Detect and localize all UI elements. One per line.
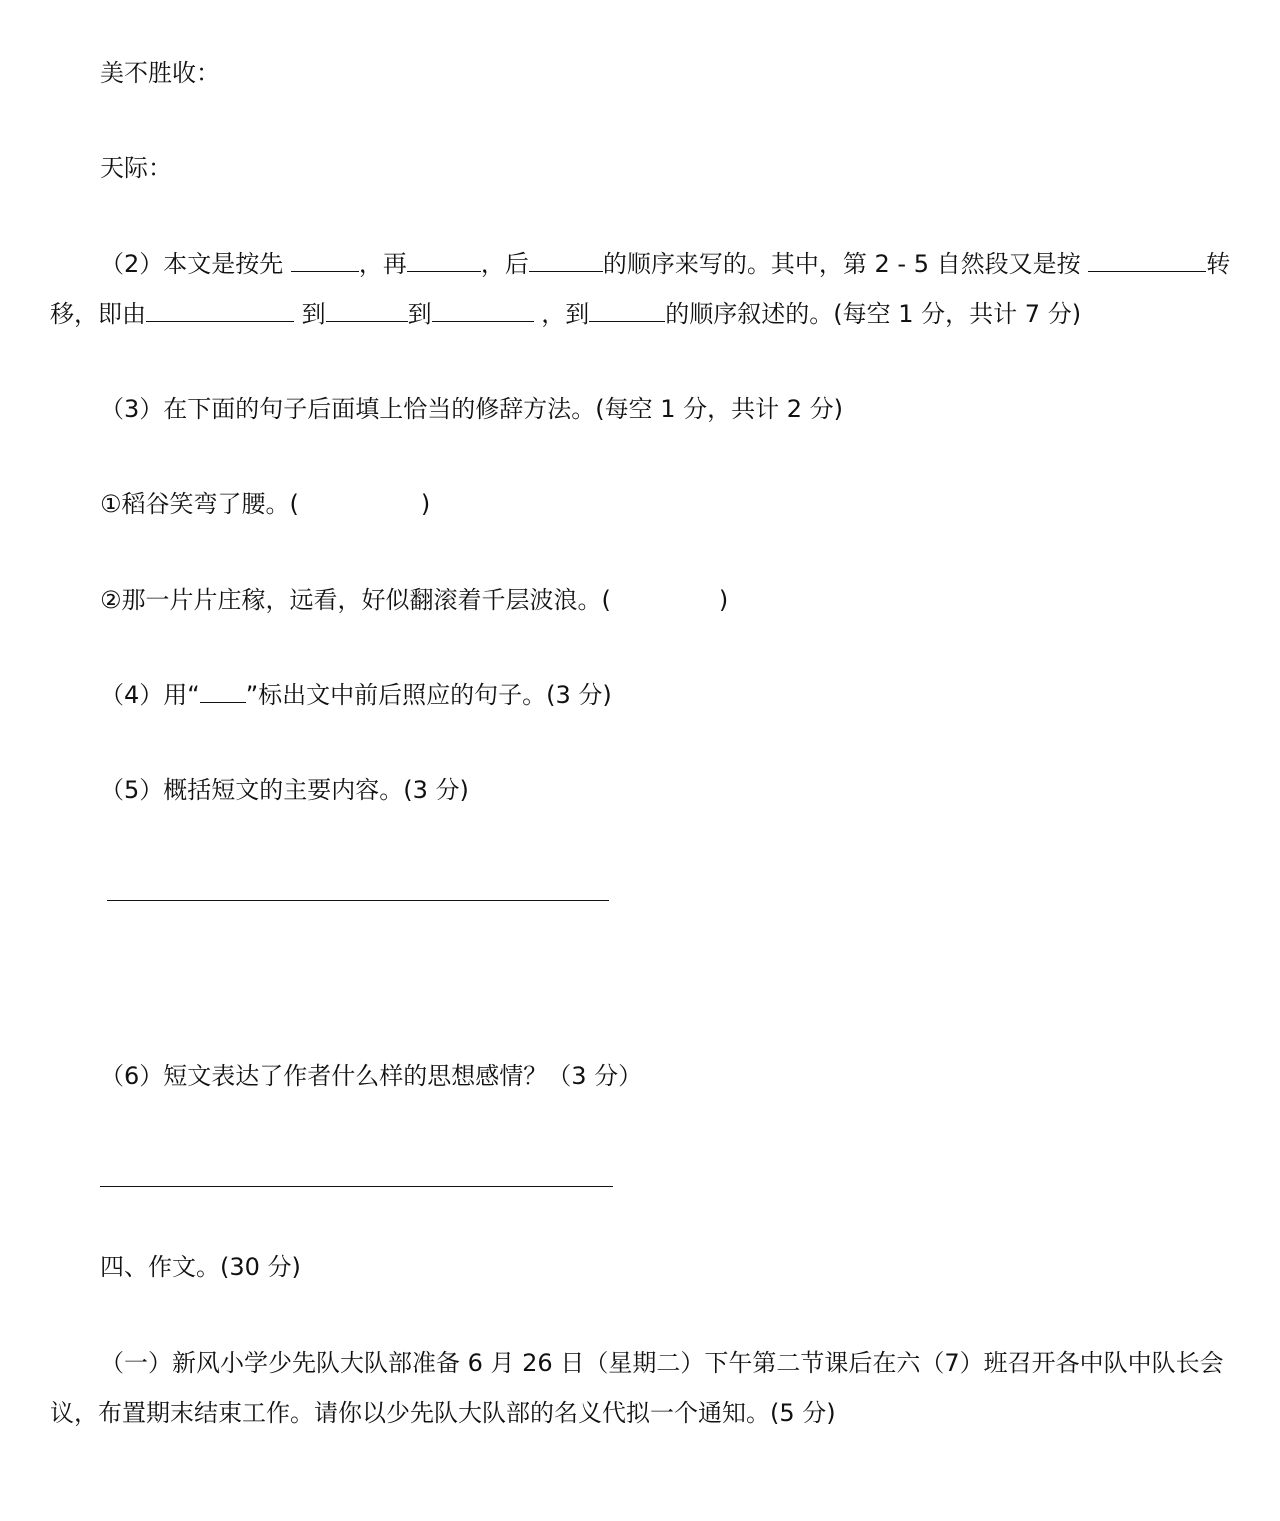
question-2-line-1 [100,249,1230,279]
answer-blank[interactable] [589,299,665,322]
q2-text: ，后 [480,250,529,278]
q2-text: （2）本文是按先 [100,250,291,278]
answer-blank[interactable] [1088,249,1206,272]
underline-sample [200,680,246,703]
composition-1-line-2 [50,1398,836,1428]
question-3-prompt [100,394,843,424]
answer-blank[interactable] [146,299,294,322]
q6-prompt-text: （6）短文表达了作者什么样的思想感情？（3 分） [100,1062,643,1090]
q2-text: 到 [407,300,432,328]
term-label: 美不胜收： [100,59,220,87]
q2-text: 的顺序来写的。其中，第 2 - 5 自然段又是按 [602,250,1089,278]
q2-text: ，再 [358,250,407,278]
answer-line-q6[interactable] [100,1186,613,1187]
answer-line-q5[interactable] [107,900,609,901]
answer-blank[interactable] [326,299,408,322]
q2-text: ，到 [533,300,590,328]
answer-blank[interactable] [407,249,481,272]
question-4 [100,680,612,710]
section-title-text: 四、作文。(30 分) [100,1253,301,1281]
q2-text: 移，即由 [50,300,146,328]
q4-text: ”标出文中前后照应的句子。(3 分) [245,681,612,709]
q4-text: （4）用“ [100,681,200,709]
q2-text: 到 [294,300,326,328]
term-tianji [100,153,172,183]
composition-text: 议，布置期末结束工作。请你以少先队大队部的名义代拟一个通知。(5 分) [50,1399,836,1427]
sentence-text: ②那一片片庄稼，远看，好似翻滚着千层波浪。( [100,586,611,614]
composition-1-line-1 [100,1348,1224,1378]
question-2-line-2 [50,299,1081,329]
close-paren: ) [718,586,729,614]
composition-text: （一）新风小学少先队大队部准备 6 月 26 日（星期二）下午第二节课后在六（7）班召开各中队中队长会 [100,1349,1224,1377]
question-6-prompt [100,1061,642,1091]
q2-text: 转 [1206,250,1231,278]
question-3-sentence-2 [100,585,728,615]
question-3-sentence-1 [100,489,430,519]
answer-blank[interactable] [432,299,534,322]
question-5-prompt [100,775,469,805]
close-paren: ) [420,490,431,518]
term-meibushengshou [100,58,220,88]
section-4-title [100,1252,301,1282]
q3-prompt-text: （3）在下面的句子后面填上恰当的修辞方法。(每空 1 分，共计 2 分) [100,395,844,423]
answer-blank[interactable] [291,249,359,272]
q5-prompt-text: （5）概括短文的主要内容。(3 分) [100,776,469,804]
q2-text: 的顺序叙述的。(每空 1 分，共计 7 分) [665,300,1082,328]
sentence-text: ①稻谷笑弯了腰。( [100,490,299,518]
answer-blank[interactable] [529,249,603,272]
term-label: 天际： [100,154,172,182]
